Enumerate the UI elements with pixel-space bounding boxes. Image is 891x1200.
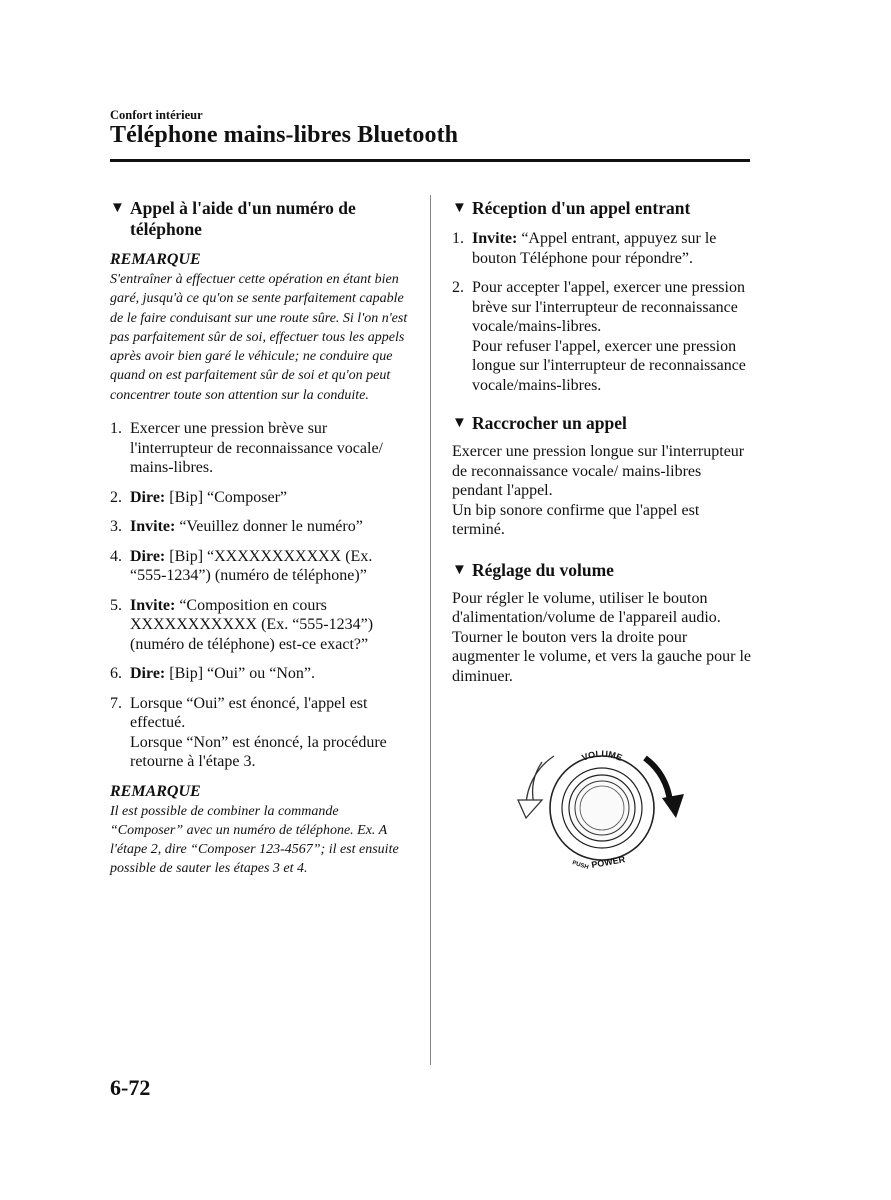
step-text: “Appel entrant, appuyez sur le bouton Téléphone pour répondre”. [472,230,717,267]
step-item [452,229,752,268]
volume-knob-illustration [512,746,692,876]
section-heading-volume [452,560,752,581]
step-item [110,596,410,655]
left-column [110,198,410,879]
step-label: Invite: [472,230,518,247]
section-label: Confort intérieur [110,108,203,122]
step-number: 4. [110,547,122,565]
header-divider [110,159,750,162]
step-text: [Bip] “XXXXXXXXXXX (Ex. “555-1234”) (numéro de téléphone)” [130,547,373,585]
column-divider [430,195,431,1065]
paragraph: Un bip sonore confirme que l'appel est terminé. [452,501,700,538]
step-item [452,278,752,395]
step-text-continued: Lorsque “Non” est énoncé, la procédure retourne à l'étape 3. [130,733,387,771]
step-number: 1. [110,420,122,438]
step-text: Exercer une pression brève sur l'interrupteur de reconnaissance vocale/ mains-libres. [130,420,383,477]
step-item [110,488,410,508]
section-heading-incoming [452,198,752,219]
step-number: 5. [110,596,122,614]
step-item [110,664,410,684]
decrease-arrow-icon [526,756,554,806]
decrease-arrowhead-icon [518,800,542,818]
step-list [452,229,752,395]
knob-cap [569,775,635,841]
step-text: “Composition en cours XXXXXXXXXXX (Ex. “555-1234”) (numéro de téléphone) est-ce exact?” [130,596,374,653]
paragraph: Exercer une pression longue sur l'interrupteur de reconnaissance vocale/ mains-libres pendant l'appel. [452,443,745,499]
section-heading-text: Raccrocher un appel [472,413,627,433]
page-title: Téléphone mains-libres Bluetooth [110,122,459,148]
step-number: 3. [110,518,122,536]
section-heading-text: Réglage du volume [472,559,614,580]
page-number: 6-72 [110,1075,151,1100]
increase-arrow-icon [645,758,670,802]
note-title: REMARQUE [110,782,201,800]
step-text: Lorsque “Oui” est énoncé, l'appel est effectué. [130,694,368,732]
note-body: Il est possible de combiner la commande “Composer” avec un numéro de téléphone. Ex. A l'étape 2, dire “Composer 123-4567”; il est ensuite possible de sauter les étapes 3 et 4. [110,803,399,877]
right-column [452,198,752,686]
knob-label-push: PUSH [571,860,590,872]
section-heading-dial [110,198,410,240]
knob-label-power: POWER [590,854,626,870]
step-label: Dire: [130,488,166,506]
section-heading-hangup [452,413,752,434]
note-body: S'entraîner à effectuer cette opération en étant bien garé, jusqu'à ce qu'on se sente parfaitement capable de le faire conduisant sur une route sûre. Si l'on n'est pas parfaitement sûr de soi, effectuer tous les appels après avoir bien garé le véhicule; ne conduire que quand on est parfaitement sûr de soi et qu'on peut concentrer toute son attention sur la conduite. [110,272,408,403]
step-number: 1. [452,230,464,247]
triangle-bullet-icon: ▼ [452,561,467,578]
section-heading-text: Appel à l'aide d'un numéro de téléphone [130,198,356,239]
increase-arrowhead-icon [662,794,684,818]
step-label: Invite: [130,596,176,614]
step-item [110,547,410,586]
note-title: REMARQUE [110,251,201,268]
step-number: 2. [452,279,464,296]
step-item [110,694,410,772]
step-text: [Bip] “Composer” [165,488,287,506]
step-label: Dire: [130,547,166,565]
triangle-bullet-icon: ▼ [452,415,467,431]
triangle-bullet-icon: ▼ [110,200,125,216]
step-number: 2. [110,488,122,506]
step-item [110,419,410,478]
step-number: 6. [110,665,122,683]
step-text: Pour accepter l'appel, exercer une pression brève sur l'interrupteur de reconnaissance vocale/mains-libres. [472,279,745,335]
step-label: Invite: [130,518,176,536]
step-text: [Bip] “Oui” ou “Non”. [165,665,315,683]
step-text-continued: Pour refuser l'appel, exercer une pression longue sur l'interrupteur de reconnaissance vocale/mains-libres. [472,337,746,394]
step-list [110,419,410,772]
step-item [110,517,410,537]
step-label: Dire: [130,665,166,683]
knob-label-volume: VOLUME [580,748,624,763]
step-number: 7. [110,694,122,712]
paragraph: Pour régler le volume, utiliser le bouton d'alimentation/volume de l'appareil audio. Tourner le bouton vers la droite pour augmenter le volume, et vers la gauche pour le diminuer. [452,589,751,685]
triangle-bullet-icon: ▼ [452,200,467,216]
section-heading-text: Réception d'un appel entrant [472,198,691,218]
step-text: “Veuillez donner le numéro” [175,518,363,536]
